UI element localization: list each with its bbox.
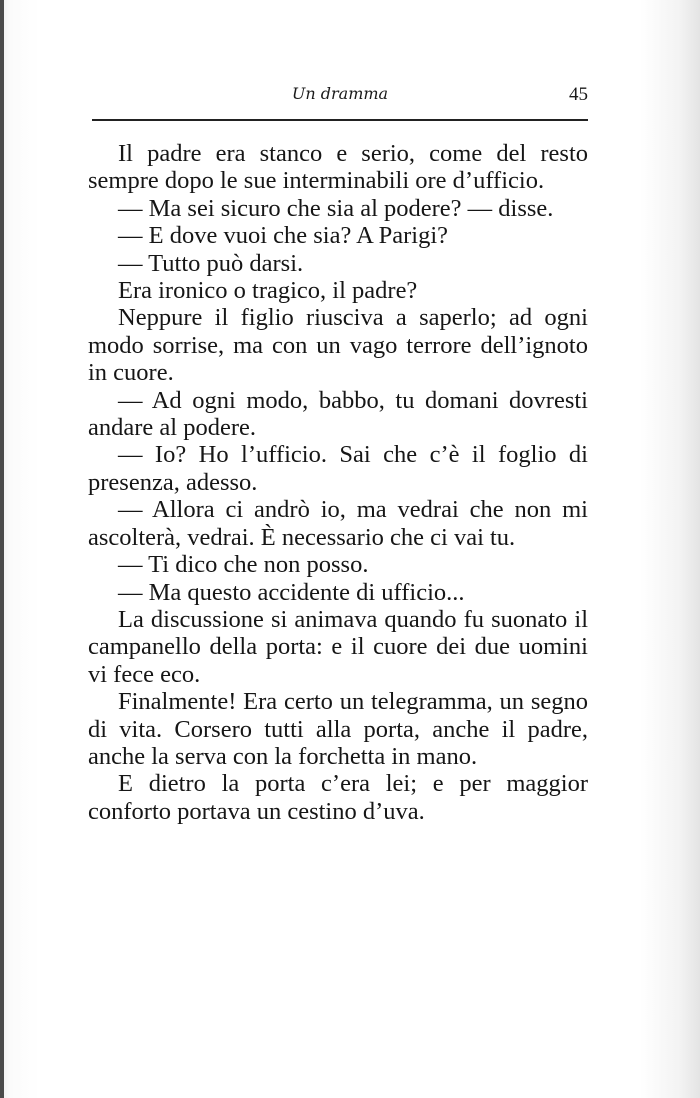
paragraph: Neppure il figlio riusciva a saperlo; ad ogni modo sorrise, ma con un vago terrore dell’ignoto in cuore.: [88, 304, 588, 387]
paragraph: La discussione si animava quando fu suonato il campanello della porta: e il cuore dei due uomini vi fece eco.: [88, 605, 588, 688]
header-rule: [92, 119, 588, 121]
book-spine-edge: [0, 0, 4, 1098]
running-header: [92, 84, 588, 112]
paragraph: — Allora ci andrò io, ma vedrai che non mi ascolterà, vedrai. È necessario che ci vai tu.: [88, 496, 588, 551]
paragraph: — Ti dico che non posso.: [118, 551, 369, 579]
paragraph: — Tutto può darsi.: [118, 249, 304, 277]
paragraph: Era ironico o tragico, il padre?: [118, 277, 418, 305]
paragraph: — Ad ogni modo, babbo, tu domani dovresti andare al podere.: [88, 386, 588, 442]
paragraph: — Ma questo accidente di ufficio...: [118, 578, 465, 606]
running-title: Un dramma: [291, 84, 389, 103]
body-text: [88, 140, 588, 825]
paragraph: E dietro la porta c’era lei; e per maggior conforto portava un cestino d’uva.: [88, 770, 588, 825]
page-number: 45: [569, 84, 588, 105]
paragraph: Finalmente! Era certo un telegramma, un segno di vita. Corsero tutti alla porta, anche il padre, anche la serva con la forchetta in mano.: [88, 688, 588, 770]
paragraph: — Io? Ho l’ufficio. Sai che c’è il foglio di presenza, adesso.: [88, 441, 588, 496]
paragraph: — Ma sei sicuro che sia al podere? — disse.: [118, 194, 554, 222]
paragraph: — E dove vuoi che sia? A Parigi?: [118, 222, 448, 250]
paragraph: Il padre era stanco e serio, come del resto sempre dopo le sue interminabili ore d’ufficio.: [88, 140, 588, 195]
